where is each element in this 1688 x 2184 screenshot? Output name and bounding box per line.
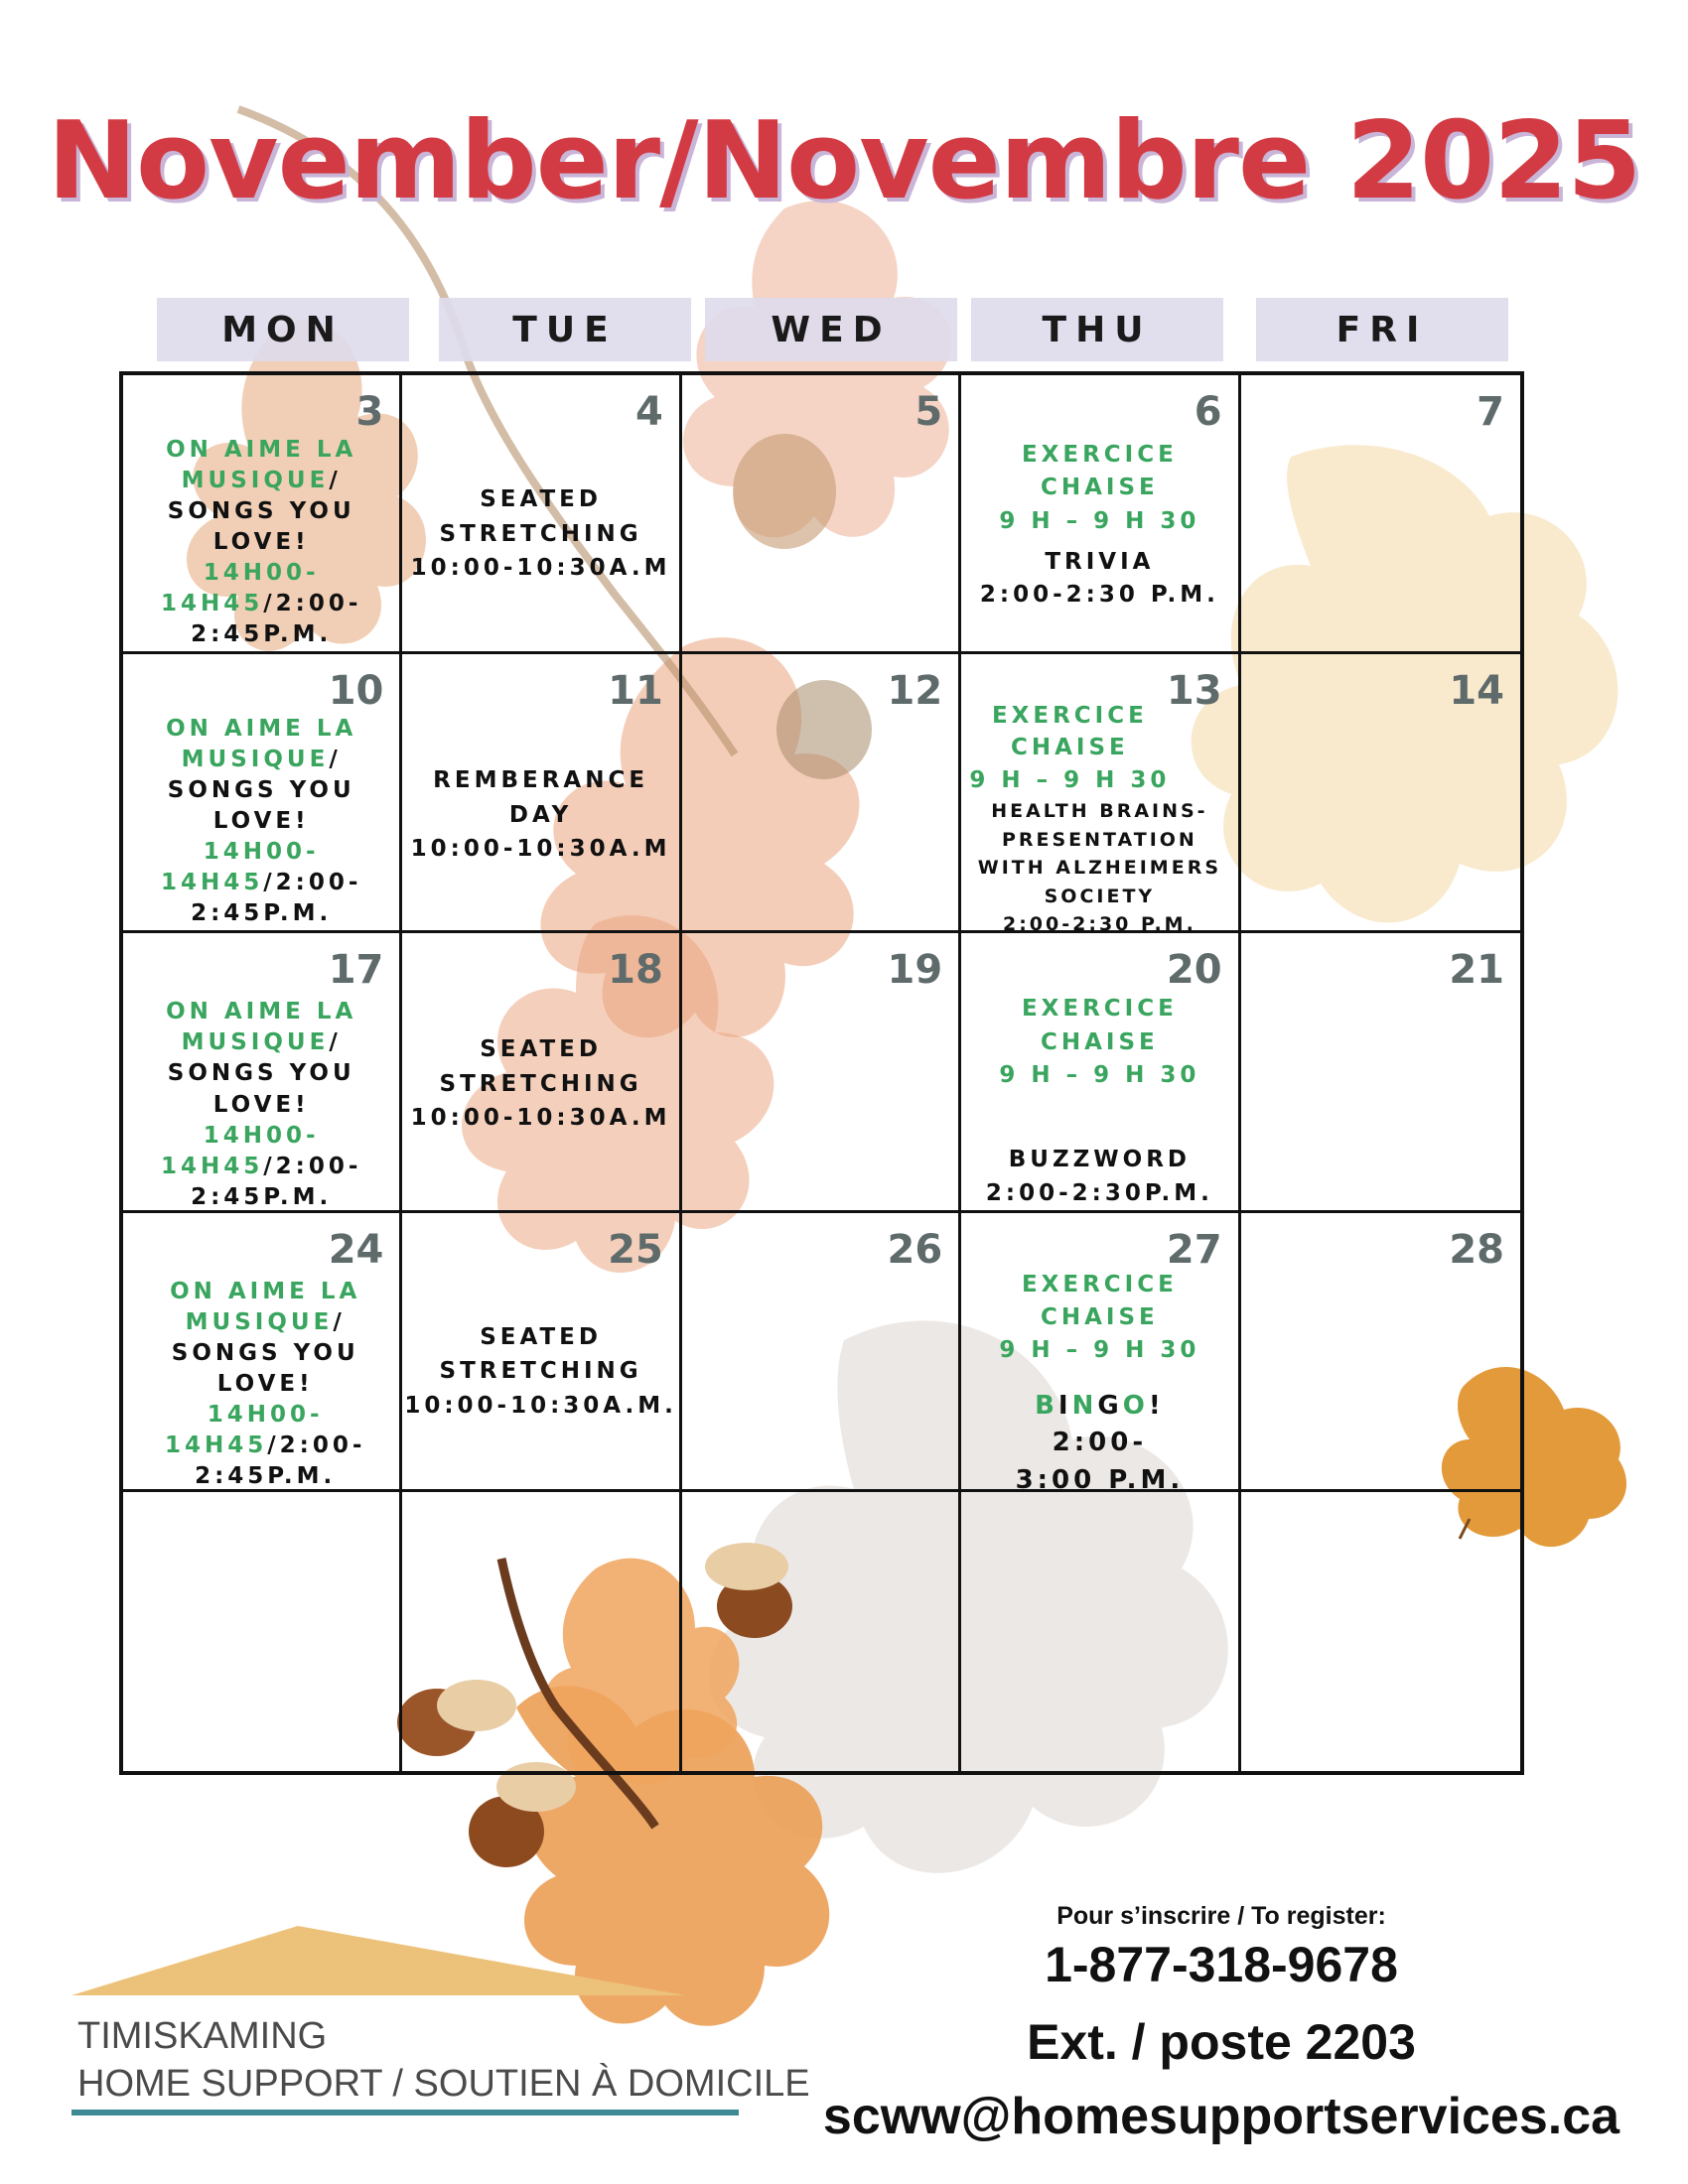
calendar-day-cell [123, 654, 402, 933]
logo-line-1: TIMISKAMING [77, 2015, 328, 2057]
day-number: 4 [634, 389, 663, 435]
event-seated-stretching: SEATED STRETCHING 10:00-10:30A.M. [404, 1323, 677, 1419]
weekday-header-tue: TUE [439, 298, 691, 361]
calendar-day-cell [961, 1213, 1240, 1492]
calendar-day-cell [961, 1492, 1240, 1771]
phone-number: 1-877-318-9678 [1045, 1937, 1398, 1992]
calendar-day-cell [123, 375, 402, 654]
day-number: 10 [328, 668, 384, 715]
logo-underline [71, 2110, 739, 2116]
logo-line-2: HOME SUPPORT / SOUTIEN À DOMICILE [77, 2063, 810, 2105]
day-number: 17 [328, 947, 384, 994]
calendar-day-cell [1241, 654, 1520, 933]
day-number: 11 [608, 668, 663, 715]
calendar-day-cell [402, 1492, 681, 1771]
day-number: 28 [1449, 1226, 1504, 1273]
weekday-header-fri: FRI [1256, 298, 1508, 361]
day-number: 12 [887, 668, 943, 715]
calendar-day-cell [682, 654, 961, 933]
calendar-day-cell [123, 1213, 402, 1492]
event-seated-stretching: SEATED STRETCHING 10:00-10:30A.M [410, 486, 671, 581]
phone-extension: Ext. / poste 2203 [1027, 2014, 1416, 2070]
event-musique: ON AIME LA MUSIQUE/ SONGS YOU LOVE! 14H00- 14H45/2:00- 2:45P.M. [160, 716, 362, 927]
calendar-day-cell [682, 375, 961, 654]
day-number: 21 [1449, 947, 1504, 994]
event-musique: ON AIME LA MUSIQUE/ SONGS YOU LOVE! 14H00- 14H45/2:00- 2:45P.M. [164, 1278, 366, 1489]
email-address: scww@homesupportservices.ca [822, 2088, 1620, 2145]
register-label: Pour s’inscrire / To register: [1056, 1902, 1386, 1930]
calendar-day-cell [402, 654, 681, 933]
day-number: 7 [1477, 389, 1504, 435]
calendar-day-cell [1241, 1213, 1520, 1492]
calendar-day-cell [402, 1213, 681, 1492]
day-number: 13 [1166, 668, 1222, 715]
calendar-grid [119, 371, 1524, 1775]
day-number: 5 [914, 389, 943, 435]
page-title: November/Novembre 2025 [47, 99, 1641, 223]
day-number: 6 [1194, 389, 1222, 435]
event-musique: ON AIME LA MUSIQUE/ SONGS YOU LOVE! 14H00- 14H45/2:00- 2:45P.M. [160, 999, 362, 1210]
calendar-day-cell [123, 1492, 402, 1771]
calendar-day-cell [682, 933, 961, 1212]
event-exercice-chaise: EXERCICE CHAISE 9 H – 9 H 30 [969, 703, 1171, 793]
day-number: 26 [887, 1226, 943, 1273]
calendar-day-cell [682, 1492, 961, 1771]
event-seated-stretching: SEATED STRETCHING 10:00-10:30A.M [410, 1036, 671, 1132]
event-exercice-chaise: EXERCICE CHAISE 9 H – 9 H 30 [999, 442, 1200, 534]
calendar-day-cell [123, 933, 402, 1212]
calendar-day-cell [1241, 933, 1520, 1212]
day-number: 14 [1449, 668, 1504, 715]
weekday-header-mon: MON [157, 298, 409, 361]
calendar-day-cell [1241, 1492, 1520, 1771]
calendar-day-cell [1241, 375, 1520, 654]
calendar-day-cell [961, 375, 1240, 654]
calendar-day-cell [961, 933, 1240, 1212]
event-health-brains: HEALTH BRAINS- PRESENTATION WITH ALZHEIMERS SOCIETY 2:00-2:30 P.M. [977, 800, 1222, 934]
day-number: 3 [355, 389, 384, 435]
event-buzzword: BUZZWORD 2:00-2:30P.M. [985, 1147, 1213, 1206]
day-number: 27 [1166, 1226, 1222, 1273]
weekday-header-wed: WED [705, 298, 957, 361]
day-number: 20 [1166, 947, 1222, 994]
event-trivia: TRIVIA 2:00-2:30 P.M. [979, 549, 1219, 609]
weekday-header-thu: THU [971, 298, 1223, 361]
event-bingo: BINGO! 2:00- 3:00 P.M. [1015, 1390, 1185, 1492]
calendar-day-cell [961, 654, 1240, 933]
event-remembrance-day: REMBERANCE DAY 10:00-10:30A.M [410, 767, 671, 863]
calendar-day-cell [402, 375, 681, 654]
day-number: 24 [328, 1226, 384, 1273]
event-musique: ON AIME LA MUSIQUE/ SONGS YOU LOVE! 14H00- 14H45/2:00- 2:45P.M. [160, 437, 362, 648]
day-number: 18 [608, 947, 663, 994]
day-number: 25 [608, 1226, 663, 1273]
calendar-day-cell [682, 1213, 961, 1492]
event-exercice-chaise: EXERCICE CHAISE 9 H – 9 H 30 [999, 1271, 1200, 1364]
event-exercice-chaise: EXERCICE CHAISE 9 H – 9 H 30 [999, 996, 1200, 1089]
calendar-day-cell [402, 933, 681, 1212]
day-number: 19 [887, 947, 943, 994]
